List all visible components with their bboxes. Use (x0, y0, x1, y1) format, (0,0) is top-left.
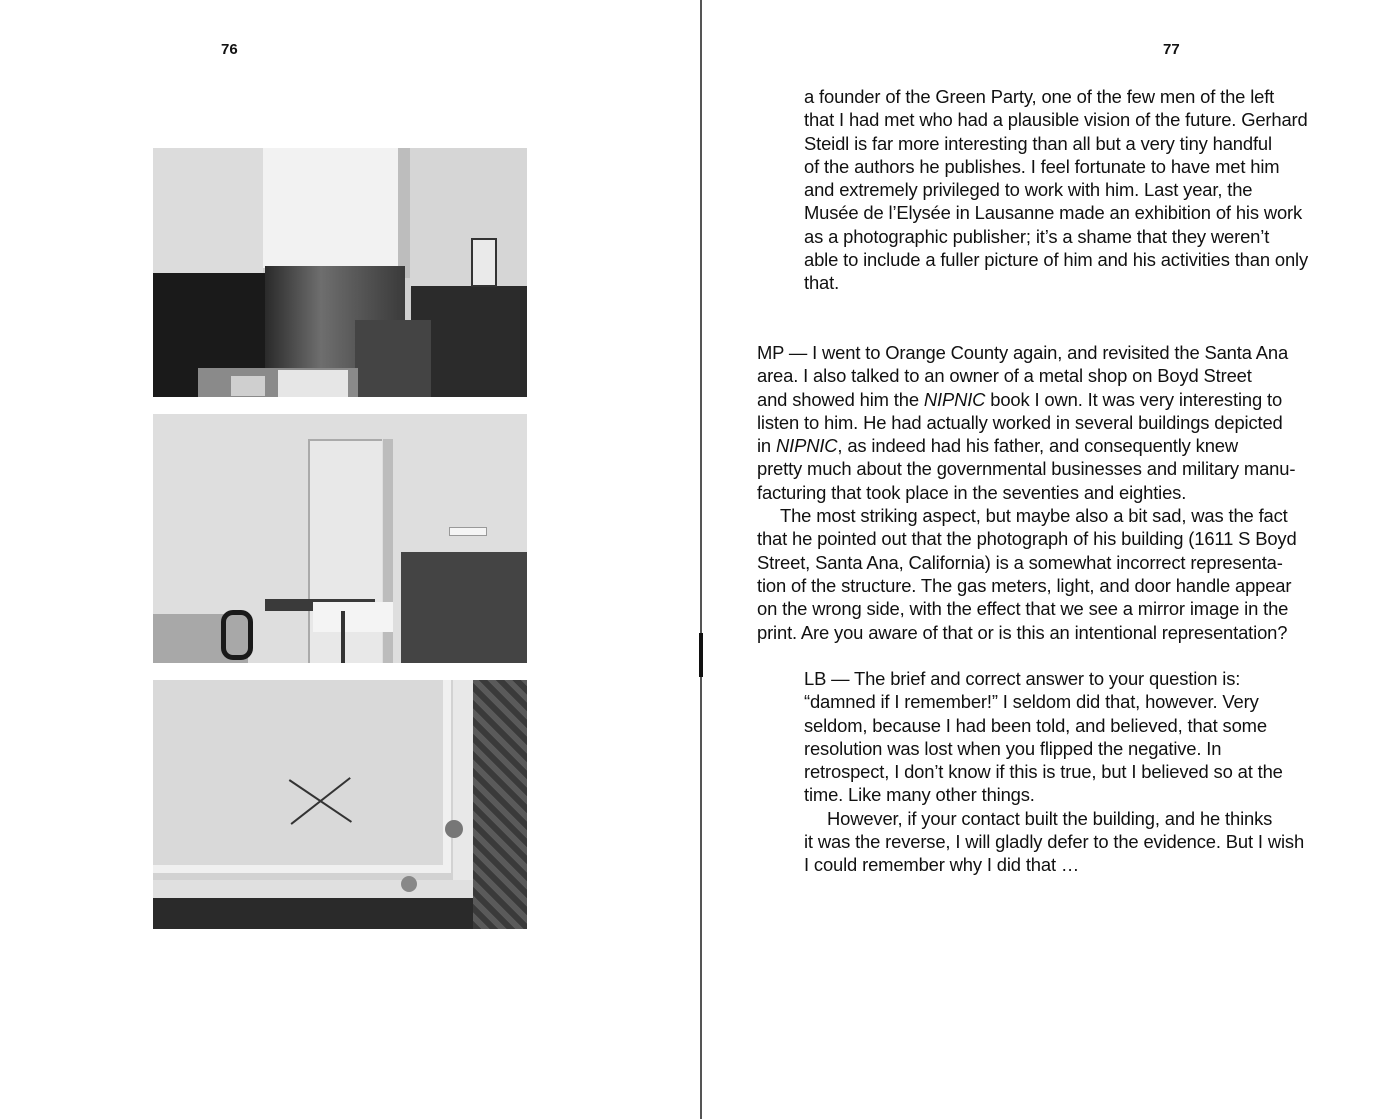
text-line: Street, Santa Ana, California) is a somewhat incorrect representa- (757, 551, 1283, 573)
text-line: print. Are you aware of that or is this an intentional representation? (757, 621, 1288, 643)
text-line: area. I also talked to an owner of a metal shop on Boyd Street (757, 365, 1252, 387)
text-line (757, 434, 1297, 457)
text-line: time. Like many other things. (804, 784, 1035, 806)
right-page (702, 0, 1400, 1119)
text-line: The most striking aspect, but maybe also a bit sad, was the fact (780, 505, 1288, 527)
text-line: able to include a fuller picture of him and his activities than only (804, 249, 1309, 271)
studio-wall-photo (153, 148, 527, 397)
lb-answer (804, 667, 1304, 877)
text-run: , as indeed had his father, and consequently knew (837, 435, 1239, 457)
text-line (757, 388, 1297, 411)
text-line: Steidl is far more interesting than all but a very tiny handful (804, 132, 1272, 154)
text-line: that he pointed out that the photograph of his building (1611 S Boyd (757, 528, 1297, 550)
text-line: that I had met who had a plausible vision of the future. Gerhard (804, 109, 1308, 131)
text-line: retrospect, I don’t know if this is true, but I believed so at the (804, 761, 1283, 783)
text-line: facturing that took place in the seventies and eighties. (757, 481, 1187, 503)
text-line: “damned if I remember!” I seldom did that, however. Very (804, 691, 1259, 713)
text-run: in (757, 435, 776, 457)
text-run: book I own. It was very interesting to (985, 388, 1283, 410)
text-line: listen to him. He had actually worked in several buildings depicted (757, 411, 1283, 433)
text-line: I could remember why I did that … (804, 854, 1080, 876)
book-title-italic: NIPNIC (923, 388, 986, 410)
text-line: LB — The brief and correct answer to your question is: (804, 668, 1241, 689)
text-line: tion of the structure. The gas meters, light, and door handle appear (757, 574, 1292, 596)
text-line: MP — I went to Orange County again, and revisited the Santa Ana (757, 342, 1289, 363)
text-line: Musée de l’Elysée in Lausanne made an exhibition of his work (804, 202, 1303, 224)
text-line: and extremely privileged to work with him. Last year, the (804, 179, 1253, 201)
text-line: resolution was lost when you flipped the negative. In (804, 737, 1222, 759)
text-line: seldom, because I had been told, and believed, that some (804, 714, 1267, 736)
frame-corner-photo (153, 680, 527, 929)
text-line: as a photographic publisher; it’s a shame that they weren’t (804, 225, 1270, 247)
text-run: and showed him the (757, 388, 924, 410)
page-number-right: 77 (1163, 41, 1180, 58)
text-line: of the authors he publishes. I feel fortunate to have met him (804, 155, 1280, 177)
doorway-table-photo (153, 414, 527, 663)
text-line: it was the reverse, I will gladly defer to the evidence. But I wish (804, 831, 1305, 853)
page-number-left: 76 (221, 41, 238, 58)
text-line: on the wrong side, with the effect that we see a mirror image in the (757, 598, 1289, 620)
book-title-italic: NIPNIC (775, 435, 838, 457)
text-line: that. (804, 272, 840, 294)
text-line: a founder of the Green Party, one of the few men of the left (804, 86, 1275, 107)
text-line: However, if your contact built the building, and he thinks (827, 807, 1273, 829)
mp-question (757, 341, 1297, 644)
founder-paragraph (804, 85, 1308, 295)
text-line: pretty much about the governmental businesses and military manu- (757, 458, 1296, 480)
